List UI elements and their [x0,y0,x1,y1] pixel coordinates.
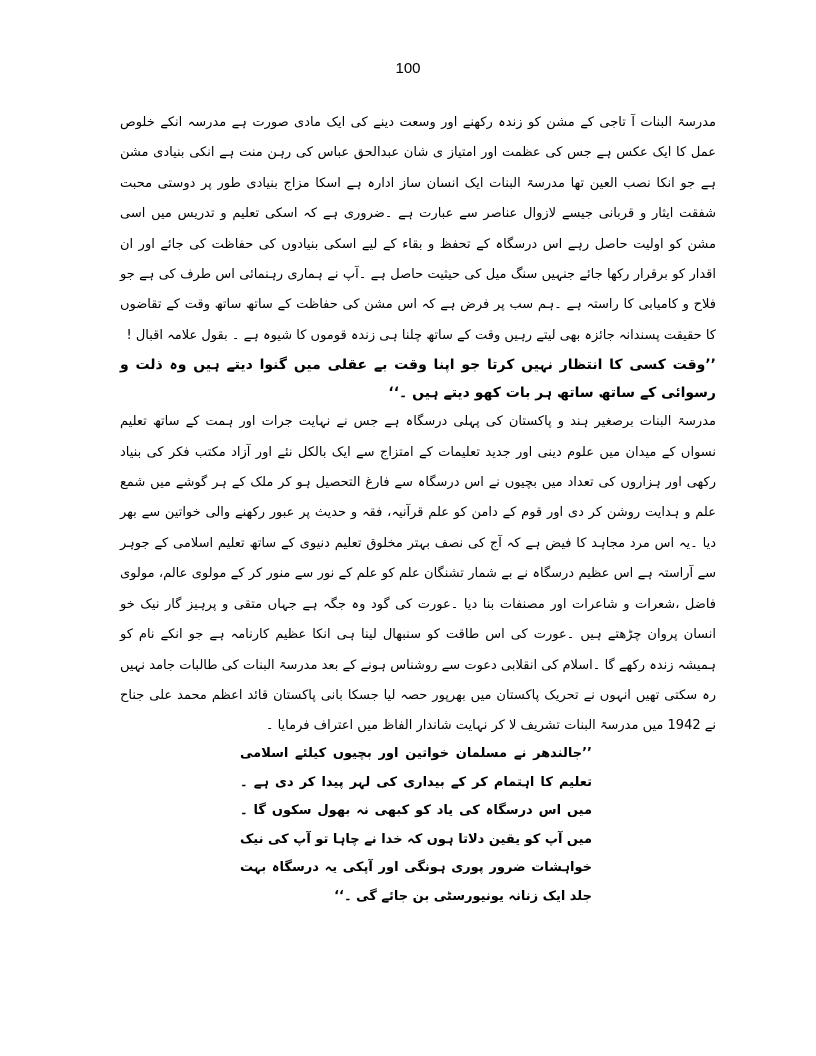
page-body [120,108,716,742]
paragraph-mission: مدرسۃ البنات آ تاجی کے مشن کو زندہ رکھنے اور وسعت دینے کی ایک مادی صورت ہے مدرسہ انکے خلوص عمل کا ایک عکس ہے جس کی عظمت اور امتیاز ی شان عبدالحق عباس کی رہن منت ہے انکی بنیادی مشن ہے جو انکا نصب العین تھا مدرسۃ البنات ایک انسان ساز ادارہ ہے اسکا مزاج بنیادی طور پر دوستی محبت شفقت ایثار و قربانی جیسے لازوال عناصر سے عبارت ہے ۔ضروری ہے کہ اسکی تعلیم و تدریس میں اسی مشن کو اولیت حاصل رہے اس درسگاہ کے تحفظ و بقاء کے لیے اسکی بنیادوں کی حفاظت کی جائے اور ان اقدار کو برقرار رکھا جائے جنہیں سنگ میل کی حیثیت حاصل ہے ۔آپ نے ہماری رہنمائی اس طرف کی ہے جو فلاح و کامیابی کا راستہ ہے ۔ہم سب پر فرض ہے کہ اس مشن کی حفاظت کے ساتھ ساتھ وقت کے تقاضوں کا حقیقت پسندانہ جائزہ بھی لیتے رہیں وقت کے ساتھ چلنا ہی زندہ قوموں کا شیوہ ہے ۔ بقول علامہ اقبال ! [120,115,716,343]
quote-quaid-e-azam: ’’جالندھر نے مسلمان خواتین اور بچیوں کیلئے اسلامی تعلیم کا اہتمام کر کے بیداری کی لہر پیدا کر دی ہے ۔میں اس درسگاہ کی یاد کو کبھی نہ بھول سکوں گا ۔میں آپ کو یقین دلاتا ہوں کہ خدا نے چاہا تو آپ کی نیک خواہشات ضرور پوری ہونگی اور آپکی یہ درسگاہ بہت جلد ایک زنانہ یونیورسٹی بن جائے گی ۔‘‘ [240,746,592,904]
quote-iqbal: ’’وقت کسی کا انتظار نہیں کرتا جو اپنا وقت بے عقلی میں گنوا دیتے ہیں وہ ذلت و رسوائی کے ساتھ ساتھ ہر بات کھو دیتے ہیں ۔‘‘ [120,357,716,402]
page-number: 100 [395,60,421,77]
paragraph-history: مدرسۃ البنات برصغیر ہند و پاکستان کی پہلی درسگاہ ہے جس نے نہایت جرات اور ہمت کے ساتھ تعلیم نسواں کے میدان میں علوم دینی اور جدید تعلیمات کے امتزاج سے ایک بالکل نئے اور آزاد مکتب فکر کی بنیاد رکھی اور ہزاروں کی تعداد میں بچیوں نے اس درسگاہ سے فارغ التحصیل ہو کر ملک کے ہر گوشے میں شمع علم و ہدایت روشن کر دی اور قوم کے دامن کو علم قرآنیہ، فقہ و حدیث پر عبور رکھنے والی خواتین سے بھر دیا ۔یہ اس مرد مجاہد کا فیض ہے کہ آج کی نصف بہتر مخلوق تعلیم دنیوی کے ساتھ تعلیم اسلامی کے جوہر سے آراستہ ہے اس عظیم درسگاہ نے بے شمار تشنگان علم کو علم کے نور سے منور کر کے مولوی عالم، مولوی فاضل ،شعرات و شاعرات اور مصنفات بنا دیا ۔عورت کی گود وہ جگہ ہے جہاں متقی و پرہیز گار نیک خو انسان پروان چڑھتے ہیں ۔عورت کی اس طاقت کو سنبھال لینا ہی انکا عظیم کارنامہ ہے جو انکے نام کو ہمیشہ زندہ رکھے گا ۔اسلام کی انقلابی دعوت سے روشناس ہونے کے بعد مدرسۃ البنات کی طالبات جامد نہیں رہ سکتی تھیں انہوں نے تحریک پاکستان میں بھرپور حصہ لیا جسکا بانی پاکستان قائد اعظم محمد علی جناح نے 1942 میں مدرسۃ البنات تشریف لا کر نہایت شاندار الفاظ میں اعتراف فرمایا ۔ [120,414,716,734]
